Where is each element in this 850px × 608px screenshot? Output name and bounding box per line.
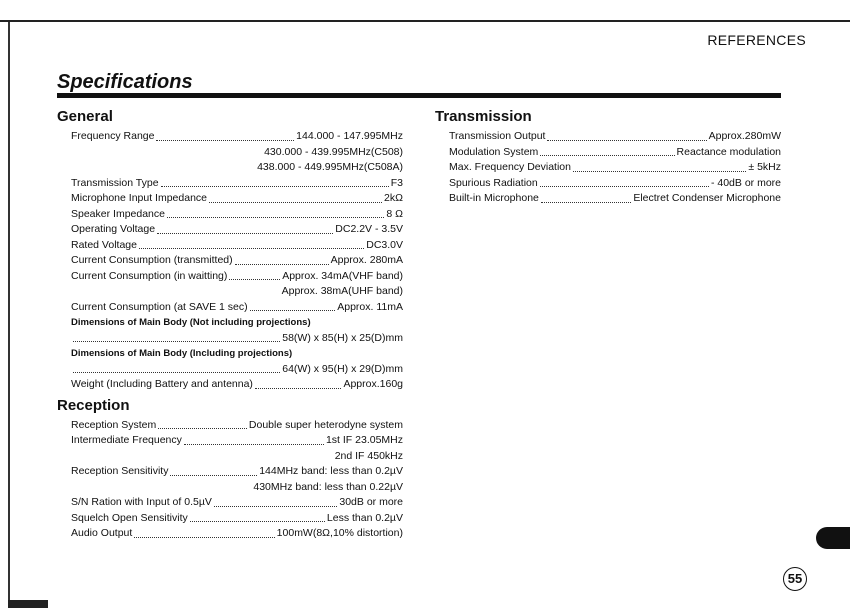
spec-value: 58(W) x 85(H) x 25(D)mm [282,331,403,344]
spec-row [71,433,403,449]
spec-value: Approx. 38mA(UHF band) [281,285,403,297]
spec-row [71,253,403,269]
spec-label: Intermediate Frequency [71,434,182,446]
leader-dots [156,140,294,141]
leader-dots [184,444,324,445]
leader-dots [134,537,274,538]
spec-label: Reception Sensitivity [71,465,169,477]
leader-dots [158,428,247,429]
transmission-spec-list [435,129,781,207]
spec-label: Transmission Output [449,130,546,142]
spec-label: Dimensions of Main Body (Not including projections) [71,317,311,328]
right-column [435,107,781,207]
spec-value: Electret Condenser Microphone [633,192,781,204]
page-number: 55 [783,567,807,591]
spec-value: Double super heterodyne system [248,418,403,431]
spec-value: 144MHz band: less than 0.2µV [259,465,403,477]
spec-row [449,160,781,176]
spec-label: Current Consumption (at SAVE 1 sec) [71,300,248,313]
spec-label: Squelch Open Sensitivity [71,511,188,524]
spec-row [71,269,403,285]
spec-label: Spurious Radiation [449,176,538,189]
spec-row [71,449,403,465]
spec-row [71,238,403,254]
spec-label: Rated Voltage [71,238,137,251]
spec-label: Weight (Including Battery and antenna) [71,378,253,390]
spec-row [71,160,403,176]
leader-dots [73,372,280,373]
spec-label: Current Consumption (transmitted) [71,254,233,266]
reception-heading: Reception [57,396,130,414]
spec-label: Transmission Type [71,176,159,189]
general-spec-list [57,129,403,393]
spec-row [71,300,403,316]
reception-spec-list [57,418,403,542]
spec-row [71,377,403,393]
spec-row [71,191,403,207]
spec-label: Built-in Microphone [449,192,539,204]
leader-dots [73,341,280,342]
leader-dots [170,475,257,476]
spec-value: 144.000 - 147.995MHz [296,130,403,142]
spec-value: Approx.280mW [708,130,781,142]
spec-row [449,176,781,192]
spec-value: DC3.0V [366,238,403,251]
spec-row [71,331,403,347]
leader-dots [255,388,342,389]
spec-label: Reception System [71,418,157,431]
leader-dots [540,186,709,187]
spec-value: Approx. 11mA [337,300,403,313]
spec-value: 30dB or more [339,496,403,508]
section-tab [816,527,850,549]
leader-dots [547,140,706,141]
spec-row [71,222,403,238]
spec-label: Microphone Input Impedance [71,192,208,204]
spec-value: ± 5kHz [748,161,781,173]
spec-row [449,129,781,145]
spec-row [71,511,403,527]
leader-dots [250,310,336,311]
leader-dots [161,186,389,187]
leader-dots [235,264,329,265]
leader-dots [209,202,382,203]
leader-dots [540,155,674,156]
spec-row [71,346,403,362]
spec-value: 430.000 - 439.995MHz(C508) [264,145,403,158]
leader-dots [573,171,746,172]
spec-value: 1st IF 23.05MHz [325,434,403,446]
spec-row [449,191,781,207]
spec-value: F3 [390,176,403,189]
spec-value: 8 Ω [386,207,403,220]
spec-value: DC2.2V - 3.5V [335,223,403,235]
spec-label: S/N Ration with Input of 0.5µV [71,496,212,508]
spec-value: 100mW(8Ω,10% distortion) [276,527,403,539]
spec-value: Approx. 280mA [330,254,403,266]
spec-row [71,362,403,378]
leader-dots [214,506,338,507]
spec-label: Modulation System [449,145,539,158]
spec-row [71,145,403,161]
spec-row [71,480,403,496]
spec-row [71,418,403,434]
spec-row [71,526,403,542]
section-header: REFERENCES [707,32,806,48]
spec-label: Operating Voltage [71,223,156,235]
spec-label: Audio Output [71,527,133,539]
general-heading: General [57,108,113,125]
spec-label: Speaker Impedance [71,207,165,220]
spec-value: Approx. 34mA(VHF band) [282,269,403,282]
spec-row [71,176,403,192]
leader-dots [139,248,364,249]
spec-value: 430MHz band: less than 0.22µV [253,480,403,493]
spec-value: - 40dB or more [710,176,781,189]
leader-dots [541,202,631,203]
transmission-heading: Transmission [435,108,532,125]
leader-dots [157,233,333,234]
left-column [57,107,403,542]
spec-label: Frequency Range [71,130,155,142]
top-rule [0,20,850,22]
spec-value: 2nd IF 450kHz [334,449,403,462]
leader-dots [229,279,280,280]
spec-row [71,464,403,480]
spec-label: Dimensions of Main Body (Including projections) [71,348,293,359]
spec-value: 438.000 - 449.995MHz(C508A) [257,161,403,173]
spec-row [71,129,403,145]
spec-row [71,495,403,511]
spec-value: Approx.160g [343,378,403,390]
title-underline [57,93,781,98]
spec-row [71,284,403,300]
spec-value: Reactance modulation [676,145,781,158]
spec-label: Current Consumption (in waitting) [71,269,228,282]
spec-value: Less than 0.2µV [326,511,403,524]
spec-row [71,315,403,331]
spec-row [449,145,781,161]
spec-label: Max. Frequency Deviation [449,161,571,173]
spec-value: 2kΩ [384,192,403,204]
leader-dots [167,217,384,218]
spec-row [71,207,403,223]
binding-edge [8,22,10,608]
leader-dots [190,521,325,522]
binding-corner [8,600,48,608]
spec-value: 64(W) x 95(H) x 29(D)mm [282,362,403,375]
page-title: Specifications [57,71,193,93]
